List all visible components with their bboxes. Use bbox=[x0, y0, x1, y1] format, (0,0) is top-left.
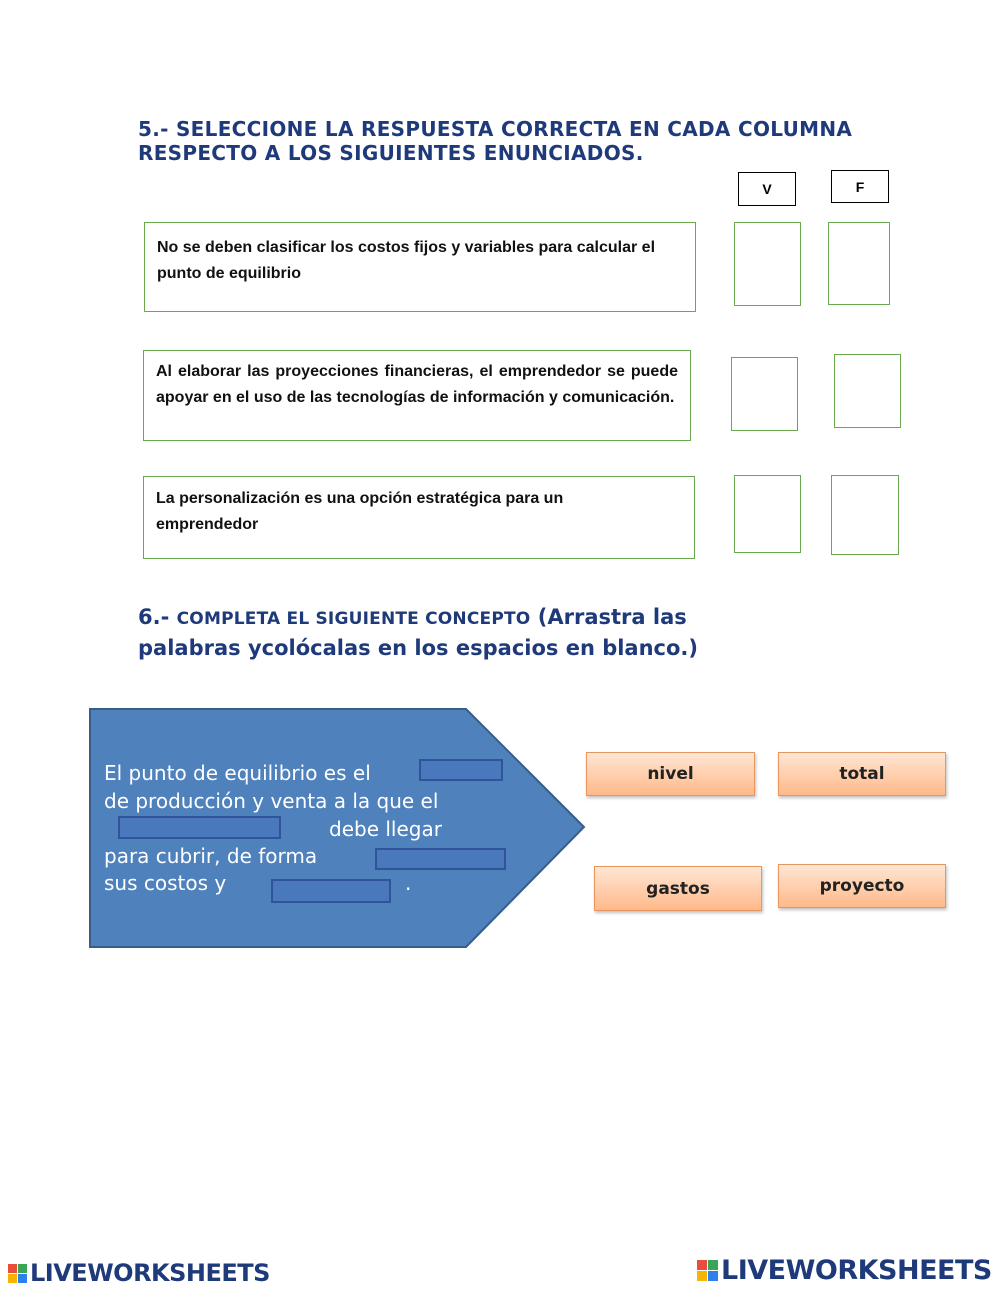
answer-box-2-false[interactable] bbox=[834, 354, 901, 428]
blank-drop-1[interactable] bbox=[419, 759, 503, 781]
blank-drop-2[interactable] bbox=[118, 816, 281, 839]
concept-line-5-period: . bbox=[405, 871, 412, 895]
section-6-title-line2: palabras ycolócalas en los espacios en blanco.) bbox=[138, 636, 699, 660]
word-tile-total[interactable]: total bbox=[778, 752, 946, 796]
answer-box-1-true[interactable] bbox=[734, 222, 801, 306]
logo-mark-icon bbox=[8, 1264, 27, 1283]
logo-text: LIVEWORKSHEETS bbox=[721, 1254, 992, 1286]
section-6-number: 6.- bbox=[138, 605, 170, 629]
liveworksheets-logo-right[interactable] bbox=[697, 1255, 992, 1285]
statement-3: La personalización es una opción estratégica para un emprendedor bbox=[143, 476, 695, 559]
concept-line-4: para cubrir, de forma bbox=[104, 844, 318, 868]
answer-box-2-true[interactable] bbox=[731, 357, 798, 431]
section-6-title bbox=[138, 603, 778, 663]
section-5-title-line1: 5.- SELECCIONE LA RESPUESTA CORRECTA EN CADA COLUMNA bbox=[138, 117, 853, 141]
section-5-title-line2: RESPECTO A LOS SIGUIENTES ENUNCIADOS. bbox=[138, 141, 644, 165]
logo-mark-icon bbox=[697, 1260, 718, 1281]
statement-2: Al elaborar las proyecciones financieras, el emprendedor se puede apoyar en el uso de las tecnologías de información y comunicación. bbox=[143, 350, 691, 441]
answer-box-3-true[interactable] bbox=[734, 475, 801, 553]
blank-drop-4[interactable] bbox=[271, 879, 391, 903]
section-6-title-rest: (Arrastra las bbox=[537, 605, 687, 629]
concept-line-3: debe llegar bbox=[329, 817, 442, 841]
word-tile-proyecto[interactable]: proyecto bbox=[778, 864, 946, 908]
statement-1: No se deben clasificar los costos fijos y variables para calcular el punto de equilibrio bbox=[144, 222, 696, 312]
concept-line-1: El punto de equilibrio es el bbox=[104, 761, 371, 785]
false-column-label: F bbox=[831, 170, 889, 203]
word-tile-nivel[interactable]: nivel bbox=[586, 752, 755, 796]
true-column-label: V bbox=[738, 172, 796, 206]
blank-drop-3[interactable] bbox=[375, 848, 506, 870]
section-5-title bbox=[138, 117, 938, 165]
concept-line-2: de producción y venta a la que el bbox=[104, 789, 439, 813]
word-tile-gastos[interactable]: gastos bbox=[594, 866, 762, 911]
logo-text: LIVEWORKSHEETS bbox=[30, 1259, 270, 1287]
concept-line-5: sus costos y bbox=[104, 871, 227, 895]
answer-box-3-false[interactable] bbox=[831, 475, 899, 555]
section-6-title-caps: COMPLETA EL SIGUIENTE CONCEPTO bbox=[176, 609, 531, 629]
liveworksheets-logo-left[interactable] bbox=[8, 1258, 270, 1288]
answer-box-1-false[interactable] bbox=[828, 222, 890, 305]
